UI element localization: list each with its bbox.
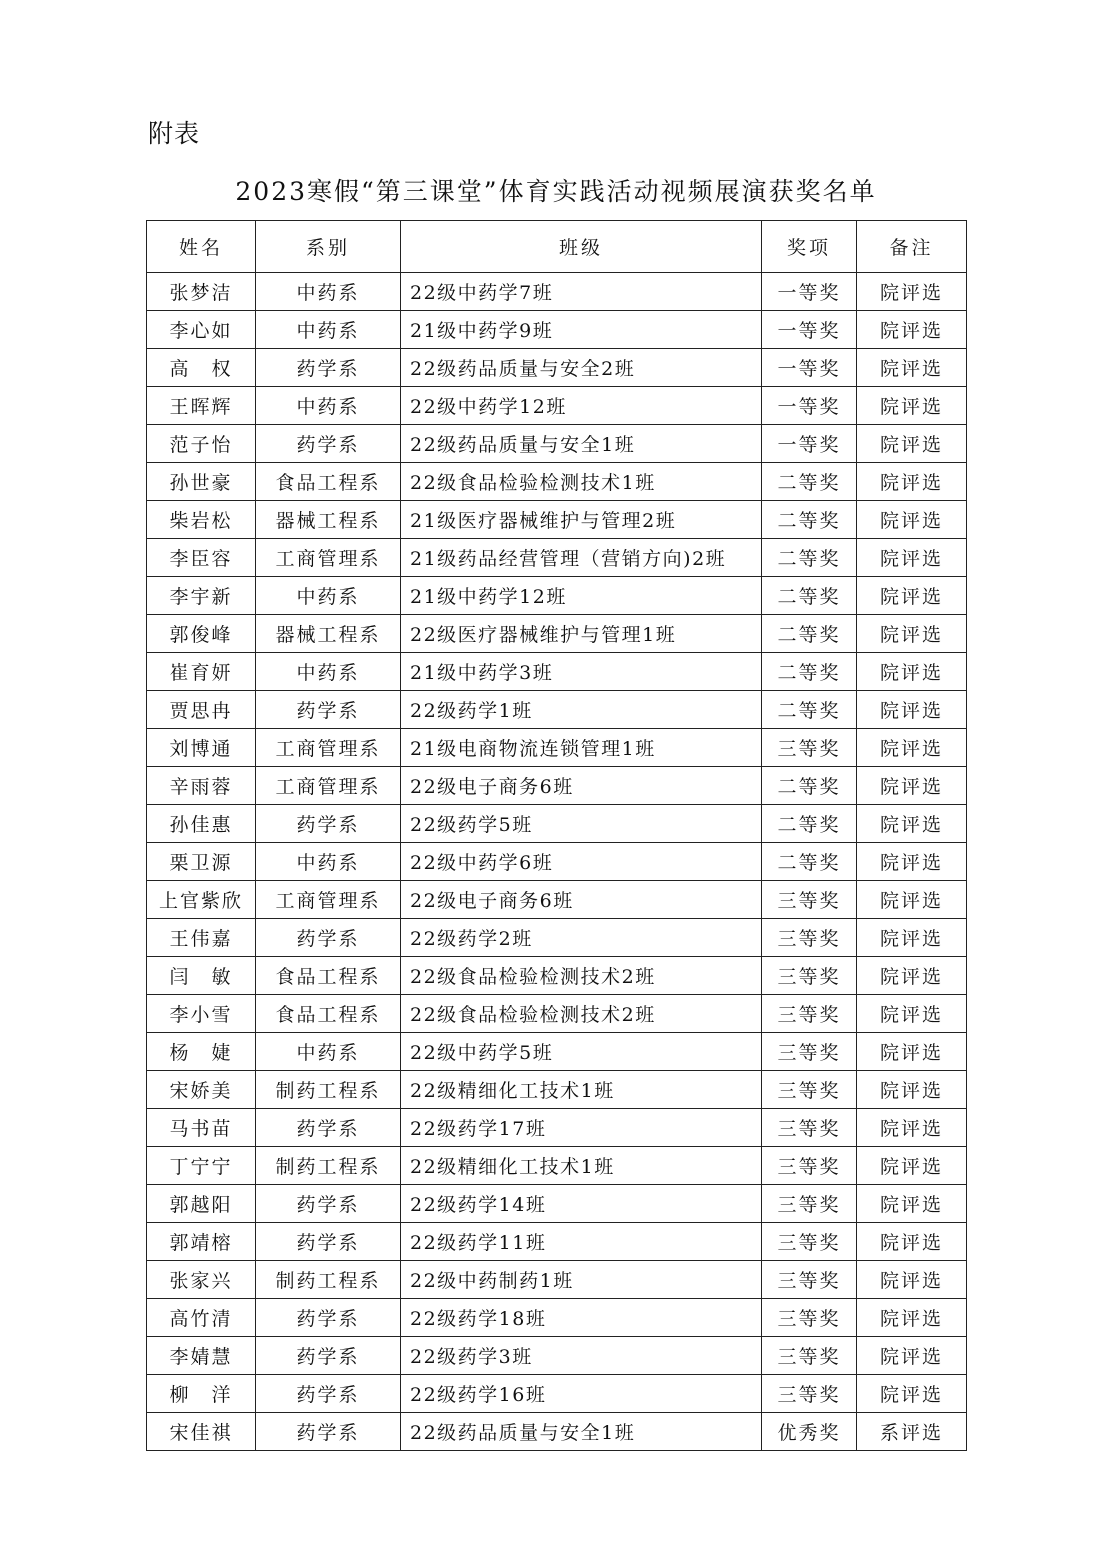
note-cell: 院评选 (857, 995, 967, 1033)
table-row (147, 1261, 967, 1299)
department-cell: 药学系 (256, 1185, 401, 1223)
note-cell: 院评选 (857, 1261, 967, 1299)
class-cell: 21级中药学9班 (401, 311, 762, 349)
student-name-cell: 杨 婕 (147, 1033, 256, 1071)
award-cell: 二等奖 (762, 615, 857, 653)
table-row (147, 1413, 967, 1451)
award-cell: 三等奖 (762, 1261, 857, 1299)
student-name-cell: 崔育妍 (147, 653, 256, 691)
student-name-cell: 栗卫源 (147, 843, 256, 881)
class-cell: 22级电子商务6班 (401, 881, 762, 919)
department-cell: 工商管理系 (256, 539, 401, 577)
award-rows (147, 273, 967, 1451)
class-cell: 22级药品质量与安全2班 (401, 349, 762, 387)
student-name-cell: 马书苗 (147, 1109, 256, 1147)
award-cell: 三等奖 (762, 957, 857, 995)
student-name-cell: 高 权 (147, 349, 256, 387)
table-row (147, 767, 967, 805)
department-cell: 工商管理系 (256, 767, 401, 805)
class-cell: 22级药学3班 (401, 1337, 762, 1375)
table-row (147, 1299, 967, 1337)
class-cell: 22级中药学6班 (401, 843, 762, 881)
table-row (147, 577, 967, 615)
class-cell: 22级电子商务6班 (401, 767, 762, 805)
department-cell: 药学系 (256, 349, 401, 387)
table-row (147, 805, 967, 843)
table-row (147, 1375, 967, 1413)
award-cell: 三等奖 (762, 1299, 857, 1337)
note-cell: 院评选 (857, 881, 967, 919)
department-cell: 器械工程系 (256, 501, 401, 539)
award-cell: 二等奖 (762, 577, 857, 615)
note-cell: 院评选 (857, 463, 967, 501)
table-row (147, 273, 967, 311)
award-cell: 一等奖 (762, 387, 857, 425)
student-name-cell: 李婧慧 (147, 1337, 256, 1375)
award-cell: 三等奖 (762, 919, 857, 957)
department-cell: 中药系 (256, 273, 401, 311)
department-cell: 中药系 (256, 1033, 401, 1071)
department-cell: 制药工程系 (256, 1261, 401, 1299)
department-cell: 中药系 (256, 653, 401, 691)
award-table (146, 220, 967, 1451)
class-cell: 22级药品质量与安全1班 (401, 425, 762, 463)
department-cell: 药学系 (256, 1223, 401, 1261)
department-cell: 药学系 (256, 1337, 401, 1375)
class-cell: 22级药学17班 (401, 1109, 762, 1147)
table-row (147, 425, 967, 463)
department-cell: 药学系 (256, 805, 401, 843)
award-cell: 一等奖 (762, 273, 857, 311)
class-cell: 22级精细化工技术1班 (401, 1147, 762, 1185)
class-cell: 21级中药学3班 (401, 653, 762, 691)
note-cell: 院评选 (857, 1337, 967, 1375)
note-cell: 院评选 (857, 273, 967, 311)
note-cell: 院评选 (857, 729, 967, 767)
student-name-cell: 李心如 (147, 311, 256, 349)
class-cell: 21级电商物流连锁管理1班 (401, 729, 762, 767)
award-cell: 二等奖 (762, 501, 857, 539)
class-cell: 22级医疗器械维护与管理1班 (401, 615, 762, 653)
award-cell: 二等奖 (762, 463, 857, 501)
class-cell: 22级精细化工技术1班 (401, 1071, 762, 1109)
note-cell: 院评选 (857, 539, 967, 577)
award-cell: 三等奖 (762, 1147, 857, 1185)
student-name-cell: 柳 洋 (147, 1375, 256, 1413)
table-row (147, 539, 967, 577)
department-cell: 药学系 (256, 425, 401, 463)
table-row (147, 1337, 967, 1375)
award-cell: 一等奖 (762, 349, 857, 387)
note-cell: 院评选 (857, 1071, 967, 1109)
student-name-cell: 郭靖榕 (147, 1223, 256, 1261)
award-cell: 二等奖 (762, 767, 857, 805)
award-cell: 一等奖 (762, 425, 857, 463)
table-row (147, 1147, 967, 1185)
department-cell: 食品工程系 (256, 957, 401, 995)
class-cell: 22级食品检验检测技术1班 (401, 463, 762, 501)
note-cell: 院评选 (857, 615, 967, 653)
note-cell: 院评选 (857, 425, 967, 463)
award-cell: 二等奖 (762, 691, 857, 729)
class-cell: 21级中药学12班 (401, 577, 762, 615)
student-name-cell: 闫 敏 (147, 957, 256, 995)
award-cell: 一等奖 (762, 311, 857, 349)
student-name-cell: 郭越阳 (147, 1185, 256, 1223)
note-cell: 院评选 (857, 653, 967, 691)
student-name-cell: 孙世豪 (147, 463, 256, 501)
department-cell: 食品工程系 (256, 995, 401, 1033)
department-cell: 制药工程系 (256, 1147, 401, 1185)
table-row (147, 1109, 967, 1147)
award-cell: 二等奖 (762, 539, 857, 577)
department-cell: 工商管理系 (256, 729, 401, 767)
student-name-cell: 王晖辉 (147, 387, 256, 425)
note-cell: 院评选 (857, 1185, 967, 1223)
award-cell: 三等奖 (762, 1375, 857, 1413)
class-cell: 22级药学14班 (401, 1185, 762, 1223)
award-cell: 二等奖 (762, 805, 857, 843)
note-cell: 系评选 (857, 1413, 967, 1451)
student-name-cell: 李臣容 (147, 539, 256, 577)
department-cell: 药学系 (256, 1375, 401, 1413)
note-cell: 院评选 (857, 577, 967, 615)
note-cell: 院评选 (857, 805, 967, 843)
student-name-cell: 李宇新 (147, 577, 256, 615)
table-row (147, 463, 967, 501)
table-row (147, 957, 967, 995)
student-name-cell: 郭俊峰 (147, 615, 256, 653)
note-cell: 院评选 (857, 311, 967, 349)
header-note: 备注 (857, 221, 967, 273)
department-cell: 食品工程系 (256, 463, 401, 501)
class-cell: 22级药学18班 (401, 1299, 762, 1337)
note-cell: 院评选 (857, 1033, 967, 1071)
award-cell: 三等奖 (762, 995, 857, 1033)
document-title: 2023寒假“第三课堂”体育实践活动视频展演获奖名单 (235, 177, 877, 206)
student-name-cell: 宋佳祺 (147, 1413, 256, 1451)
student-name-cell: 辛雨蓉 (147, 767, 256, 805)
table-row (147, 729, 967, 767)
award-cell: 三等奖 (762, 1337, 857, 1375)
department-cell: 工商管理系 (256, 881, 401, 919)
award-cell: 二等奖 (762, 653, 857, 691)
student-name-cell: 贾思冉 (147, 691, 256, 729)
student-name-cell: 丁宁宁 (147, 1147, 256, 1185)
table-row (147, 1185, 967, 1223)
class-cell: 22级药品质量与安全1班 (401, 1413, 762, 1451)
appendix-label: 附表 (148, 119, 201, 148)
department-cell: 中药系 (256, 387, 401, 425)
note-cell: 院评选 (857, 1147, 967, 1185)
student-name-cell: 柴岩松 (147, 501, 256, 539)
award-cell: 三等奖 (762, 1109, 857, 1147)
header-award: 奖项 (762, 221, 857, 273)
note-cell: 院评选 (857, 843, 967, 881)
award-cell: 二等奖 (762, 843, 857, 881)
student-name-cell: 刘博通 (147, 729, 256, 767)
note-cell: 院评选 (857, 767, 967, 805)
class-cell: 22级药学5班 (401, 805, 762, 843)
department-cell: 器械工程系 (256, 615, 401, 653)
award-cell: 三等奖 (762, 1033, 857, 1071)
table-row (147, 1033, 967, 1071)
table-row (147, 349, 967, 387)
class-cell: 21级医疗器械维护与管理2班 (401, 501, 762, 539)
class-cell: 22级中药学5班 (401, 1033, 762, 1071)
award-cell: 三等奖 (762, 1185, 857, 1223)
table-row (147, 501, 967, 539)
class-cell: 22级食品检验检测技术2班 (401, 957, 762, 995)
note-cell: 院评选 (857, 1223, 967, 1261)
department-cell: 药学系 (256, 1109, 401, 1147)
student-name-cell: 李小雪 (147, 995, 256, 1033)
class-cell: 22级药学2班 (401, 919, 762, 957)
note-cell: 院评选 (857, 387, 967, 425)
table-row (147, 615, 967, 653)
table-header-row (147, 221, 967, 273)
table-row (147, 311, 967, 349)
header-department: 系别 (256, 221, 401, 273)
class-cell: 22级中药学12班 (401, 387, 762, 425)
award-cell: 优秀奖 (762, 1413, 857, 1451)
award-cell: 三等奖 (762, 881, 857, 919)
department-cell: 药学系 (256, 1413, 401, 1451)
student-name-cell: 张梦洁 (147, 273, 256, 311)
class-cell: 22级中药制药1班 (401, 1261, 762, 1299)
student-name-cell: 宋娇美 (147, 1071, 256, 1109)
class-cell: 22级药学16班 (401, 1375, 762, 1413)
note-cell: 院评选 (857, 1299, 967, 1337)
award-cell: 三等奖 (762, 1223, 857, 1261)
note-cell: 院评选 (857, 501, 967, 539)
note-cell: 院评选 (857, 691, 967, 729)
class-cell: 21级药品经营管理（营销方向)2班 (401, 539, 762, 577)
note-cell: 院评选 (857, 957, 967, 995)
department-cell: 中药系 (256, 311, 401, 349)
table-row (147, 1071, 967, 1109)
department-cell: 制药工程系 (256, 1071, 401, 1109)
table-row (147, 653, 967, 691)
header-name: 姓名 (147, 221, 256, 273)
note-cell: 院评选 (857, 1109, 967, 1147)
note-cell: 院评选 (857, 919, 967, 957)
department-cell: 中药系 (256, 843, 401, 881)
class-cell: 22级食品检验检测技术2班 (401, 995, 762, 1033)
student-name-cell: 高竹清 (147, 1299, 256, 1337)
department-cell: 中药系 (256, 577, 401, 615)
student-name-cell: 范子怡 (147, 425, 256, 463)
award-cell: 三等奖 (762, 729, 857, 767)
class-cell: 22级中药学7班 (401, 273, 762, 311)
note-cell: 院评选 (857, 349, 967, 387)
table-row (147, 387, 967, 425)
table-row (147, 843, 967, 881)
award-cell: 三等奖 (762, 1071, 857, 1109)
department-cell: 药学系 (256, 691, 401, 729)
student-name-cell: 张家兴 (147, 1261, 256, 1299)
student-name-cell: 上官紫欣 (147, 881, 256, 919)
header-class: 班级 (401, 221, 762, 273)
table-row (147, 919, 967, 957)
department-cell: 药学系 (256, 1299, 401, 1337)
table-row (147, 995, 967, 1033)
class-cell: 22级药学1班 (401, 691, 762, 729)
department-cell: 药学系 (256, 919, 401, 957)
table-row (147, 881, 967, 919)
table-row (147, 691, 967, 729)
note-cell: 院评选 (857, 1375, 967, 1413)
student-name-cell: 孙佳惠 (147, 805, 256, 843)
table-row (147, 1223, 967, 1261)
class-cell: 22级药学11班 (401, 1223, 762, 1261)
student-name-cell: 王伟嘉 (147, 919, 256, 957)
